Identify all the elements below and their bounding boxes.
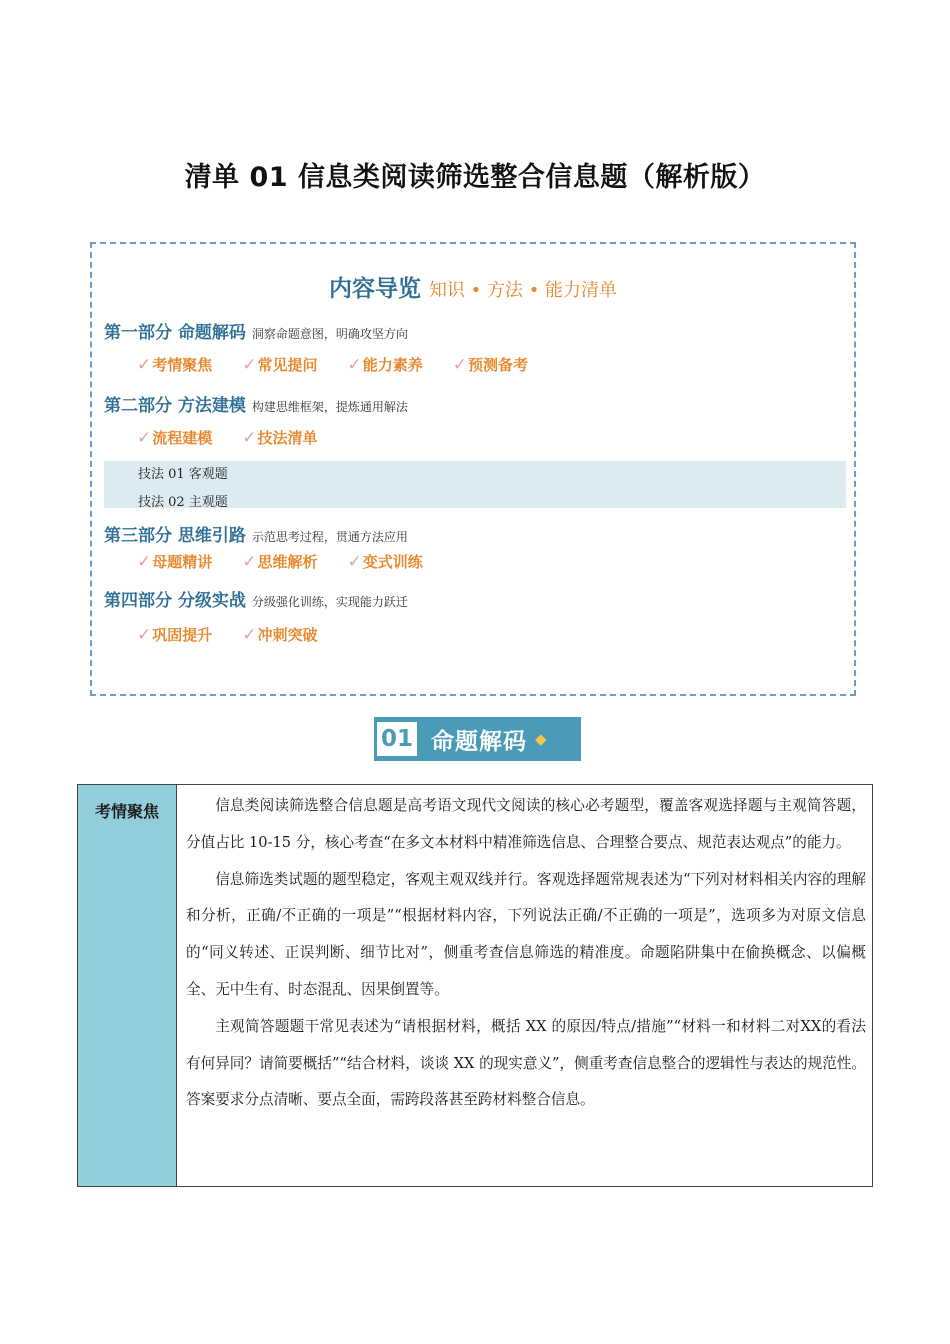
check-icon: ✓ (137, 428, 152, 448)
part-desc: 洞察命题意图，明确攻坚方向 (251, 327, 408, 341)
section-badge (374, 717, 581, 761)
part-name: 第四部分 分级实战 (104, 591, 246, 611)
toc-item[interactable]: ✓预测备考 (452, 355, 529, 375)
overview-title: 内容导览 (328, 276, 421, 302)
check-icon: ✓ (347, 355, 362, 375)
technique-item[interactable]: 技法 02 主观题 (138, 495, 228, 510)
check-icon: ✓ (137, 625, 152, 645)
part-2 (104, 391, 408, 416)
toc-item[interactable]: ✓技法清单 (242, 428, 318, 448)
section-number: 01 (377, 722, 417, 756)
check-icon: ✓ (242, 625, 257, 645)
toc-item[interactable]: ✓能力素养 (347, 355, 423, 375)
paragraph: 信息类阅读筛选整合信息题是高考语文现代文阅读的核心必考题型，覆盖客观选择题与主观简答题，分值占比 10-15 分，核心考查“在多文本材料中精准筛选信息、合理整合要点、规范表达观点”的能力。 (186, 797, 866, 851)
toc-item[interactable]: ✓流程建模 (137, 428, 213, 448)
exam-focus-table (77, 784, 873, 1187)
check-icon: ✓ (242, 428, 257, 448)
content-overview-box (90, 242, 856, 696)
table-content-cell (186, 788, 866, 1119)
diamond-icon: ◆ (535, 730, 547, 748)
part-3-items (137, 551, 453, 572)
check-icon: ✓ (137, 355, 152, 375)
part-4 (104, 586, 408, 611)
part-name: 第一部分 命题解码 (104, 323, 246, 343)
check-icon: ✓ (137, 552, 152, 572)
table-label: 考情聚焦 (94, 802, 159, 821)
part-1-items (137, 354, 558, 375)
part-name: 第三部分 思维引路 (104, 526, 246, 546)
check-icon: ✓ (347, 552, 362, 572)
part-3 (104, 521, 408, 546)
part-name: 第二部分 方法建模 (104, 396, 246, 416)
part-1 (104, 318, 408, 343)
page-title: 清单 01 信息类阅读筛选整合信息题（解析版） (184, 162, 766, 193)
overview-heading (92, 270, 854, 303)
overview-subtitle: 知识 • 方法 • 能力清单 (428, 280, 618, 301)
technique-list (104, 461, 846, 508)
toc-item[interactable]: ✓冲刺突破 (242, 625, 318, 645)
section-label: 命题解码 (431, 728, 527, 755)
technique-item[interactable]: 技法 01 客观题 (138, 467, 228, 482)
toc-item[interactable]: ✓巩固提升 (137, 625, 213, 645)
toc-item[interactable]: ✓考情聚焦 (137, 355, 213, 375)
check-icon: ✓ (242, 552, 257, 572)
part-4-items (137, 624, 348, 645)
table-label-cell (78, 785, 177, 1186)
check-icon: ✓ (452, 355, 468, 375)
part-2-items (137, 427, 348, 448)
part-desc: 构建思维框架，提炼通用解法 (251, 400, 408, 414)
check-icon: ✓ (242, 355, 257, 375)
toc-item[interactable]: ✓母题精讲 (137, 552, 213, 572)
toc-item[interactable]: ✓常见提问 (242, 355, 318, 375)
paragraph: 信息筛选类试题的题型稳定，客观主观双线并行。客观选择题常规表述为“下列对材料相关内容的理解和分析，正确/不正确的一项是”“根据材料内容，下列说法正确/不正确的一项是”，选项多为对原文信息的“同义转述、正误判断、细节比对”，侧重考查信息筛选的精准度。命题陷阱集中在偷换概念、以偏概全、无中生有、时态混乱、因果倒置等。 (186, 870, 866, 998)
toc-item[interactable]: ✓思维解析 (242, 552, 318, 572)
paragraph: 主观简答题题干常见表述为“请根据材料，概括 XX 的原因/特点/措施”“材料一和材料二对XX的看法有何异同？请简要概括”“结合材料，谈谈 XX 的现实意义”，侧重考查信息整合的逻辑性与表达的规范性。答案要求分点清晰、要点全面，需跨段落甚至跨材料整合信息。 (186, 1017, 866, 1109)
part-desc: 示范思考过程，贯通方法应用 (251, 530, 408, 544)
part-desc: 分级强化训练，实现能力跃迁 (251, 595, 408, 609)
toc-item[interactable]: ✓变式训练 (347, 552, 423, 572)
